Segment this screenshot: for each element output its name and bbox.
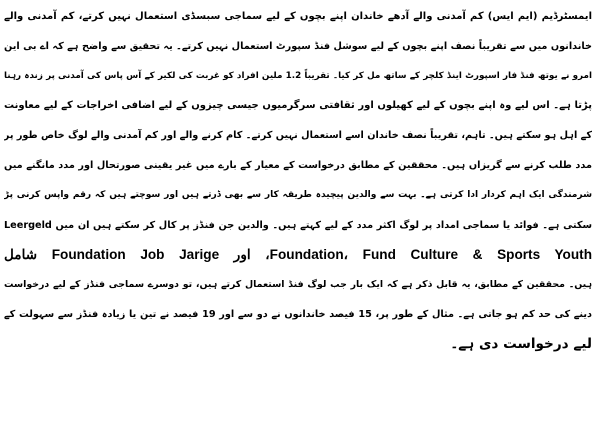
text-line-foundation-names: Foundation، Fund Culture & Sports Youth، اور Foundation Job Jarige شامل [4, 247, 592, 263]
text-line: کے اہل ہو سکتے ہیں۔ تاہم، تقریباً نصف خاندان اسے استعمال نہیں کرتے۔ کام کرنے والے اور کم آمدنی والے لوگ خاص طور پر [4, 130, 592, 142]
text-line: مدد طلب کرنے سے گریزاں ہیں۔ محققین کے مطابق درخواست کے معیار کے بارے میں غیر یقینی صورتحال اور مدد مانگنے میں [4, 159, 592, 171]
text-line: پڑتا ہے۔ اس لیے وہ اپنے بچوں کے لیے کھیلوں اور ثقافتی سرگرمیوں جیسی چیزوں کے لیے اضافی اخراجات کے لیے معاونت [4, 100, 592, 112]
text-line: خاندانوں میں سے تقریباً نصف اپنے بچوں کے لیے سوشل فنڈ سپورٹ استعمال نہیں کرتے۔ یہ تحقیق سے واضح ہے کہ اے بی این [4, 40, 592, 52]
text-line-last: لیے درخواست دی ہے۔ [450, 335, 592, 352]
text-line: ایمسٹرڈیم (ایم ایس) کم آمدنی والے آدھے خاندان اپنے بچوں کے لیے سماجی سبسڈی استعمال نہیں کرتے، کم آمدنی والے [4, 11, 592, 22]
text-line: ہیں۔ محققین کے مطابق، یہ قابل ذکر ہے کہ ایک بار جب لوگ فنڈ استعمال کرتے ہیں، تو دوسرے سماجی فنڈز کے لیے درخواست [4, 279, 592, 291]
text-line: دینے کی حد کم ہو جاتی ہے۔ مثال کے طور پر، 15 فیصد خاندانوں نے دو سے اور 19 فیصد نے تین یا زیادہ فنڈز سے سہولت کے [4, 308, 592, 320]
text-line: شرمندگی ایک اہم کردار ادا کرتی ہے۔ بہت سے والدین پیچیدہ طریقہ کار سے بھی ڈرتے ہیں اور سوچتے ہیں کہ رقم واپس کرنی پڑ [4, 189, 592, 200]
text-line: امرو نے یوتھ فنڈ فار اسپورٹ اینڈ کلچر کے ساتھ مل کر کیا۔ تقریباً 1.2 ملین افراد کو غربت کی لکیر کے آس پاس کی آمدنی پر زندہ رہنا [4, 70, 592, 81]
text-line: سکتی ہے۔ فوائد یا سماجی امداد پر لوگ اکثر مدد کے لیے کہتے ہیں۔ والدین جن فنڈز پر کال کر سکتے ہیں ان میں Leergeld [4, 219, 592, 231]
article-body [4, 2, 592, 442]
